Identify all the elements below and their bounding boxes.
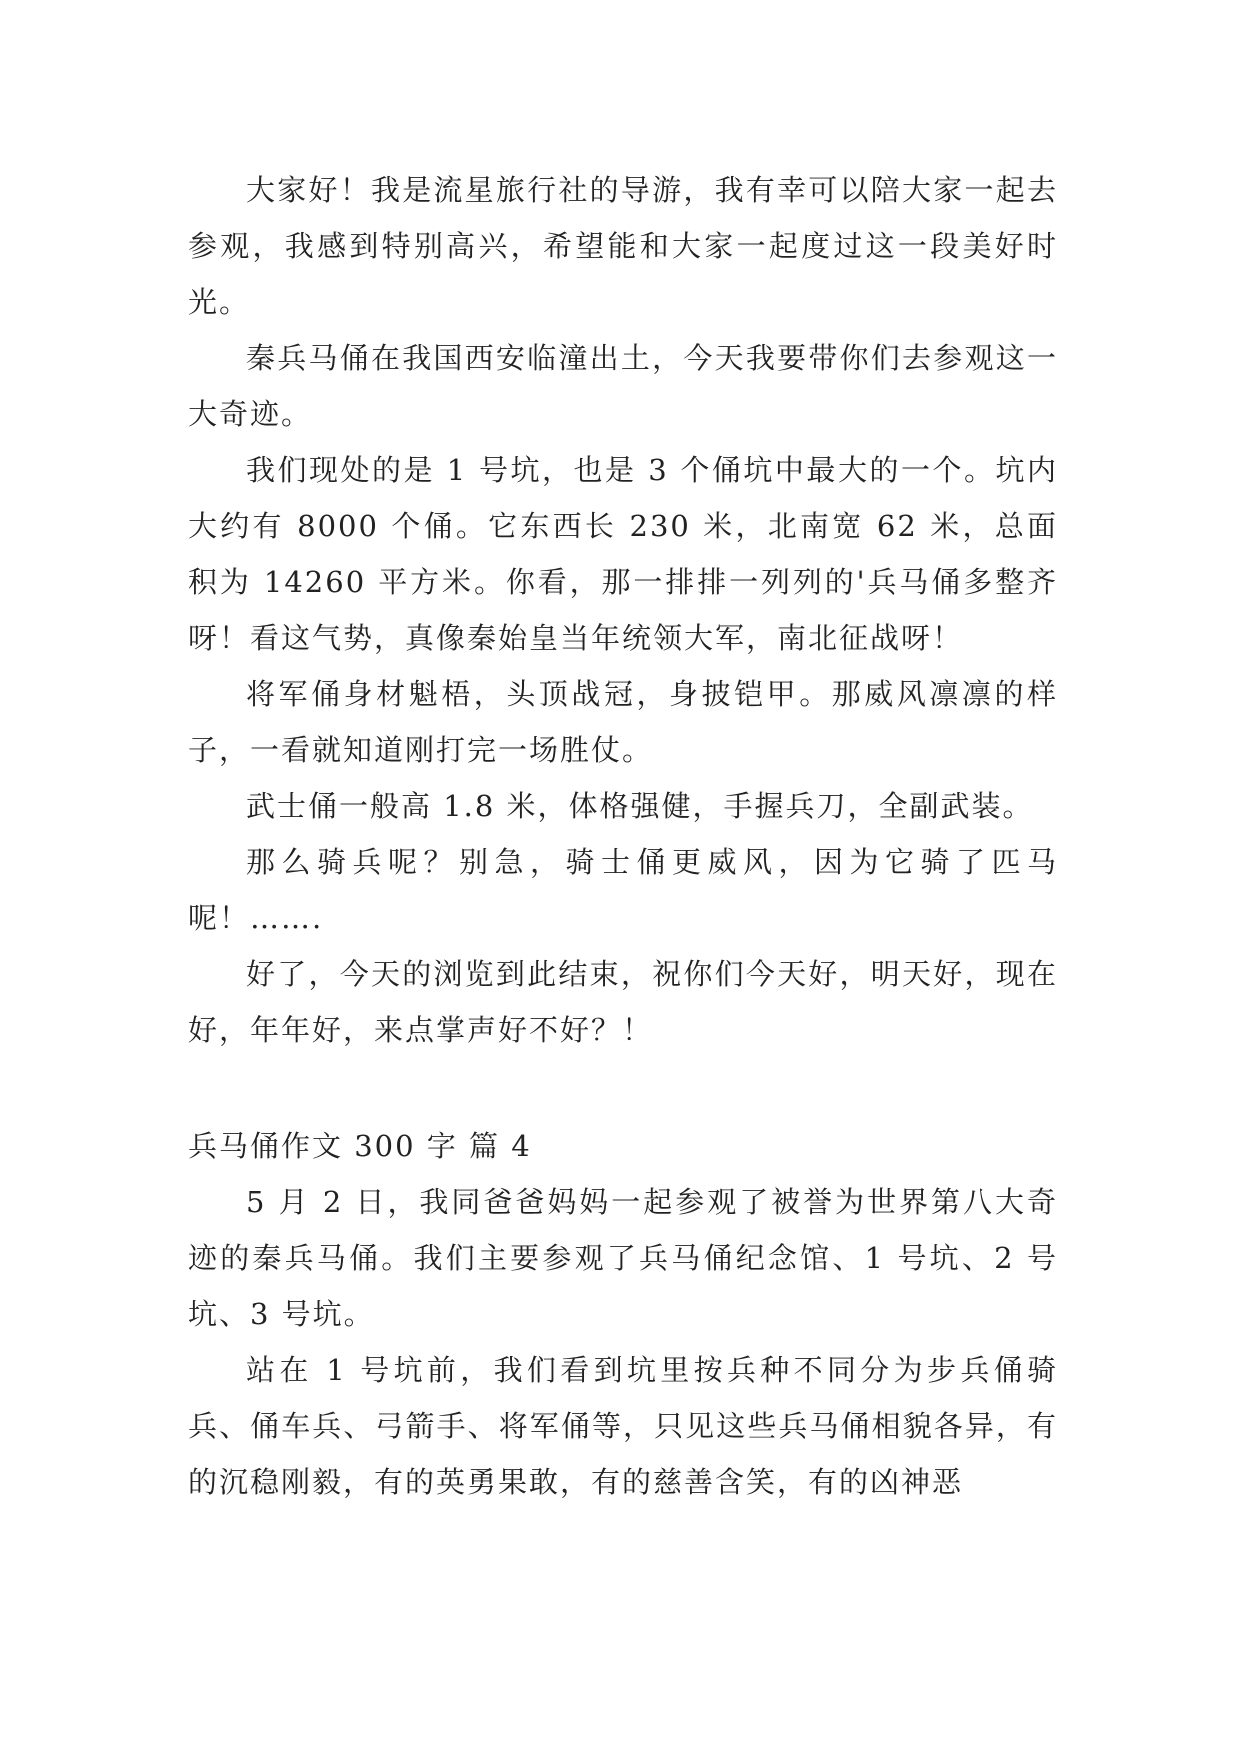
paragraph: 武士俑一般高 1.8 米，体格强健，手握兵刀，全副武装。 (246, 789, 1034, 823)
paragraph: 秦兵马俑在我国西安临潼出土，今天我要带你们去参观这一大奇迹。 (188, 341, 1058, 431)
paragraph: 5 月 2 日，我同爸爸妈妈一起参观了被誉为世界第八大奇迹的秦兵马俑。我们主要参观了兵马俑纪念馆、1 号坑、2 号坑、3 号坑。 (188, 1185, 1058, 1331)
section-heading: 兵马俑作文 300 字 篇 4 (188, 1129, 532, 1163)
paragraph: 那么骑兵呢？别急，骑士俑更威风，因为它骑了匹马呢！……. (188, 845, 1058, 935)
paragraph: 大家好！我是流星旅行社的导游，我有幸可以陪大家一起去参观，我感到特别高兴，希望能和大家一起度过这一段美好时光。 (188, 173, 1058, 319)
paragraph: 将军俑身材魁梧，头顶战冠，身披铠甲。那威风凛凛的样子，一看就知道刚打完一场胜仗。 (188, 677, 1058, 767)
paragraph: 我们现处的是 1 号坑，也是 3 个俑坑中最大的一个。坑内大约有 8000 个俑。它东西长 230 米，北南宽 62 米，总面积为 14260 平方米。你看，那一排排一列列的'兵马俑多整齐呀！看这气势，真像秦始皇当年统领大军，南北征战呀！ (188, 453, 1058, 655)
document-body (188, 162, 1058, 1510)
paragraph: 站在 1 号坑前，我们看到坑里按兵种不同分为步兵俑骑兵、俑车兵、弓箭手、将军俑等，只见这些兵马俑相貌各异，有的沉稳刚毅，有的英勇果敢，有的慈善含笑，有的凶神恶 (188, 1353, 1058, 1499)
paragraph: 好了，今天的浏览到此结束，祝你们今天好，明天好，现在好，年年好，来点掌声好不好？！ (188, 957, 1058, 1047)
